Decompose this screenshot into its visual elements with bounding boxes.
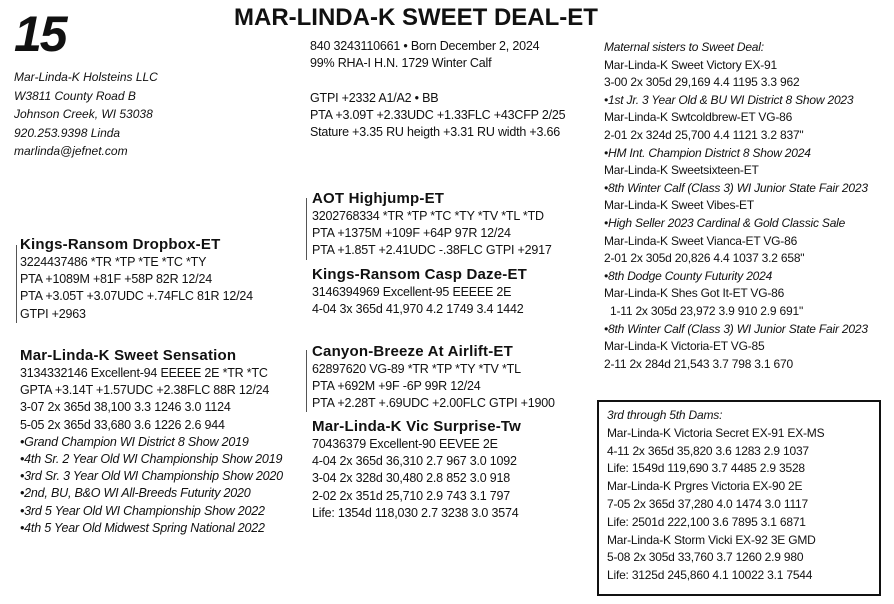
dam-ancestor-lifetime: Life: 2501d 222,100 3.6 7895 3.1 6871 [607,514,806,529]
dam-ancestor-lifetime: Life: 3125d 245,860 4.1 10022 3.1 7544 [607,568,813,583]
dam-honor: •2nd, BU, B&O WI All-Breeds Futurity 2020 [20,486,251,501]
paternal-grandsire-line: PTA +3.05T +3.07UDC +.74FLC 81R 12/24 [20,289,253,304]
paternal-granddam-line: 4-04 3x 365d 41,970 4.2 1749 3.4 1442 [312,302,524,317]
sister-honor: •8th Winter Calf (Class 3) WI Junior State Fair 2023 [604,180,868,195]
sister-honor: •1st Jr. 3 Year Old & BU WI District 8 Show 2023 [604,92,854,107]
animal-line: GTPI +2332 A1/A2 • BB [310,90,439,105]
sister-record: 2-11 2x 284d 21,543 3.7 798 3.1 670 [604,356,793,371]
sister-name: Mar-Linda-K Sweet Vibes-ET [604,198,754,213]
dam-ancestor-record: 4-11 2x 365d 35,820 3.6 1283 2.9 1037 [607,443,809,458]
sire-line: 3202768334 *TR *TP *TC *TY *TV *TL *TD [312,209,544,223]
maternal-grandsire-line: 62897620 VG-89 *TR *TP *TY *TV *TL [312,362,521,376]
maternal-sisters-heading: Maternal sisters to Sweet Deal: [604,40,764,54]
sister-name: Mar-Linda-K Victoria-ET VG-85 [604,339,765,354]
sister-honor: •8th Winter Calf (Class 3) WI Junior State Fair 2023 [604,321,868,336]
dam-ancestor-record: 7-05 2x 365d 37,280 4.0 1474 3.0 1117 [607,496,809,511]
dam-honor: •4th 5 Year Old Midwest Spring National 2022 [20,520,265,535]
maternal-sisters-block [604,39,868,373]
consignor-farm: Mar-Linda-K Holsteins LLC [14,70,158,84]
dam-line: 3134332146 Excellent-94 EEEEE 2E *TR *TC [20,366,268,380]
dam-block [20,346,283,537]
paternal-grandsire-name: Kings-Ransom Dropbox-ET [20,236,221,253]
maternal-granddam-line: 70436379 Excellent-90 EEVEE 2E [312,437,498,451]
animal-line: 99% RHA-I H.N. 1729 Winter Calf [310,56,492,71]
sister-record: 3-00 2x 305d 29,169 4.4 1195 3.3 962 [604,75,800,90]
maternal-granddam-line: 4-04 2x 365d 36,310 2.7 967 3.0 1092 [312,454,517,469]
dams-box-heading: 3rd through 5th Dams: [607,408,723,422]
maternal-grandsire-block [312,342,555,413]
maternal-granddam-line: 3-04 2x 328d 30,480 2.8 852 3.0 918 [312,471,511,486]
dam-line: 3-07 2x 365d 38,100 3.3 1246 3.0 1124 [20,400,231,415]
pedigree-bracket [306,350,307,412]
animal-line [310,72,565,89]
dam-line: 5-05 2x 365d 33,680 3.6 1226 2.6 944 [20,417,225,432]
animal-info [310,38,565,141]
sister-name: Mar-Linda-K Sweet Victory EX-91 [604,57,777,72]
sister-honor: •8th Dodge County Futurity 2024 [604,268,773,283]
dam-ancestor-lifetime: Life: 1549d 119,690 3.7 4485 2.9 3528 [607,461,805,476]
maternal-granddam-line: Life: 1354d 118,030 2.7 3238 3.0 3574 [312,505,519,520]
consignor-phone: 920.253.9398 Linda [14,125,121,140]
dam-honor: •Grand Champion WI District 8 Show 2019 [20,434,249,449]
page-title: MAR-LINDA-K SWEET DEAL-ET [234,4,598,31]
consignor-address: W3811 County Road B [14,88,136,103]
sire-line: PTA +1375M +109F +64P 97R 12/24 [312,226,511,241]
sister-honor: •HM Int. Champion District 8 Show 2024 [604,145,811,160]
sister-honor: •High Seller 2023 Cardinal & Gold Classic Sale [604,215,846,230]
maternal-grandsire-line: PTA +2.28T +.69UDC +2.00FLC GTPI +1900 [312,396,555,411]
maternal-granddam-block [312,417,521,522]
paternal-grandsire-block [20,235,253,323]
sister-record: 2-01 2x 305d 20,826 4.4 1037 3.2 658" [604,251,805,266]
paternal-granddam-name: Kings-Ransom Casp Daze-ET [312,266,528,283]
pedigree-bracket [306,198,307,260]
pedigree-bracket [16,245,17,323]
sire-block [312,189,552,260]
maternal-grandsire-name: Canyon-Breeze At Airlift-ET [312,343,513,360]
paternal-grandsire-line: GTPI +2963 [20,306,86,321]
maternal-grandsire-line: PTA +692M +9F -6P 99R 12/24 [312,379,481,394]
dam-line: GPTA +3.14T +1.57UDC +2.38FLC 88R 12/24 [20,383,270,398]
animal-line: Stature +3.35 RU heigth +3.31 RU width +3.66 [310,124,561,139]
sister-name: Mar-Linda-K Sweet Vianca-ET VG-86 [604,233,798,248]
consignor-city: Johnson Creek, WI 53038 [14,107,153,121]
dams-box [597,400,881,596]
dam-ancestor-record: 5-08 2x 305d 33,760 3.7 1260 2.9 980 [607,550,804,565]
maternal-granddam-line: 2-02 2x 351d 25,710 2.9 743 3.1 797 [312,488,511,503]
dam-ancestor-name: Mar-Linda-K Storm Vicki EX-92 3E GMD [607,532,816,547]
dam-ancestor-name: Mar-Linda-K Victoria Secret EX-91 EX-MS [607,425,825,440]
paternal-grandsire-line: PTA +1089M +81F +58P 82R 12/24 [20,272,212,287]
paternal-grandsire-line: 3224437486 *TR *TP *TE *TC *TY [20,255,207,269]
sister-record: 1-11 2x 305d 23,972 3.9 910 2.9 691" [610,303,804,318]
animal-line: 840 3243110661 • Born December 2, 2024 [310,39,540,53]
dams-box-content [607,407,824,585]
sister-name: Mar-Linda-K Shes Got It-ET VG-86 [604,286,785,301]
dam-honor: •4th Sr. 2 Year Old WI Championship Show 2019 [20,451,283,466]
sire-name: AOT Highjump-ET [312,190,445,207]
lot-number: 15 [14,6,66,62]
sister-record: 2-01 2x 324d 25,700 4.4 1121 3.2 837" [604,127,804,142]
dam-ancestor-name: Mar-Linda-K Prgres Victoria EX-90 2E [607,479,803,494]
paternal-granddam-line: 3146394969 Excellent-95 EEEEE 2E [312,285,512,299]
dam-name: Mar-Linda-K Sweet Sensation [20,347,237,364]
sister-name: Mar-Linda-K Swtcoldbrew-ET VG-86 [604,110,793,125]
consignor-email: marlinda@jefnet.com [14,144,128,158]
animal-line: PTA +3.09T +2.33UDC +1.33FLC +43CFP 2/25 [310,107,566,122]
dam-honor: •3rd 5 Year Old WI Championship Show 2022 [20,503,265,518]
paternal-granddam-block [312,265,527,318]
dam-honor: •3rd Sr. 3 Year Old WI Championship Show 2020 [20,469,283,484]
maternal-granddam-name: Mar-Linda-K Vic Surprise-Tw [312,418,522,435]
sister-name: Mar-Linda-K Sweetsixteen-ET [604,163,759,178]
sire-line: PTA +1.85T +2.41UDC -.38FLC GTPI +2917 [312,243,552,258]
consignor-info [14,68,158,161]
